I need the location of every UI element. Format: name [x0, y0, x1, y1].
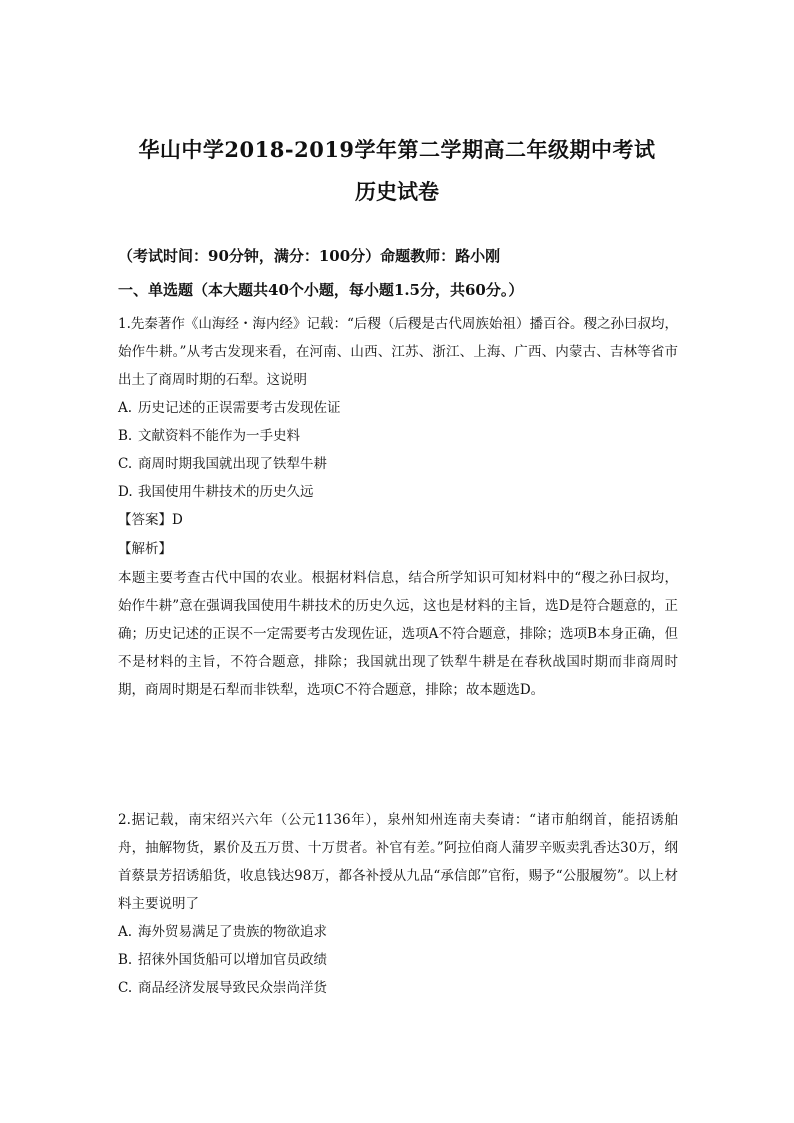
option-a [118, 394, 678, 422]
section-title: 一、单选题（本大题共40个小题，每小题1.5分，共60分。） [118, 281, 524, 299]
exam-info: （考试时间：90分钟，满分：100分）命题教师：路小刚 [118, 247, 501, 265]
answer-label: 【答案】D [118, 512, 183, 528]
option-letter: A. [118, 924, 133, 940]
question-1 [118, 310, 678, 704]
option-text: 我国使用牛耕技术的历史久远 [138, 484, 314, 500]
option-b [118, 422, 678, 450]
option-letter: C. [118, 980, 133, 996]
option-text: 文献资料不能作为一手史料 [138, 428, 300, 444]
exam-subtitle: 历史试卷 [355, 179, 439, 204]
option-c [118, 974, 678, 1002]
exam-title: 华山中学2018-2019学年第二学期高二年级期中考试 [138, 137, 656, 162]
option-letter: B. [118, 952, 133, 968]
option-text: 商品经济发展导致民众崇尚洋货 [138, 980, 327, 996]
analysis-label: 【解析】 [118, 541, 172, 557]
question-stem: 1.先秦著作《山海经・海内经》记载：“后稷（后稷是古代周族始祖）播百谷。稷之孙曰叔均，始作牛耕。”从考古发现来看，在河南、山西、江苏、浙江、上海、广西、内蒙古、吉林等省市出土了商周时期的石犁。这说明 [118, 316, 678, 388]
analysis-text: 本题主要考查古代中国的农业。根据材料信息，结合所学知识可知材料中的“稷之孙曰叔均，始作牛耕”意在强调我国使用牛耕技术的历史久远，这也是材料的主旨，选D是符合题意的，正确；历史记述的正误不一定需要考古发现佐证，选项A不符合题意，排除；选项B本身正确，但不是材料的主旨，不符合题意，排除；我国就出现了铁犁牛耕是在春秋战国时期而非商周时期，商周时期是石犁而非铁犁，选项C不符合题意，排除；故本题选D。 [118, 570, 678, 698]
option-text: 商周时期我国就出现了铁犁牛耕 [138, 456, 327, 472]
option-a [118, 918, 678, 946]
option-text: 招徕外国货船可以增加官员政绩 [138, 952, 327, 968]
option-b [118, 946, 678, 974]
option-c [118, 450, 678, 478]
option-letter: D. [118, 484, 133, 500]
option-text: 海外贸易满足了贵族的物欲追求 [138, 924, 327, 940]
question-2 [118, 806, 678, 1002]
option-letter: B. [118, 428, 133, 444]
question-stem: 2.据记载，南宋绍兴六年（公元1136年），泉州知州连南夫奏请：“诸市舶纲首，能招诱舶舟，抽解物货，累价及五万贯、十万贯者。补官有差。”阿拉伯商人蒲罗辛贩卖乳香达30万，纲首蔡景芳招诱船货，收息钱达98万，都各补授从九品“承信郎”官衔，赐予“公服履笏”。以上材料主要说明了 [118, 812, 678, 912]
option-text: 历史记述的正误需要考古发现佐证 [138, 400, 341, 416]
option-letter: C. [118, 456, 133, 472]
option-letter: A. [118, 400, 133, 416]
option-d [118, 478, 678, 506]
